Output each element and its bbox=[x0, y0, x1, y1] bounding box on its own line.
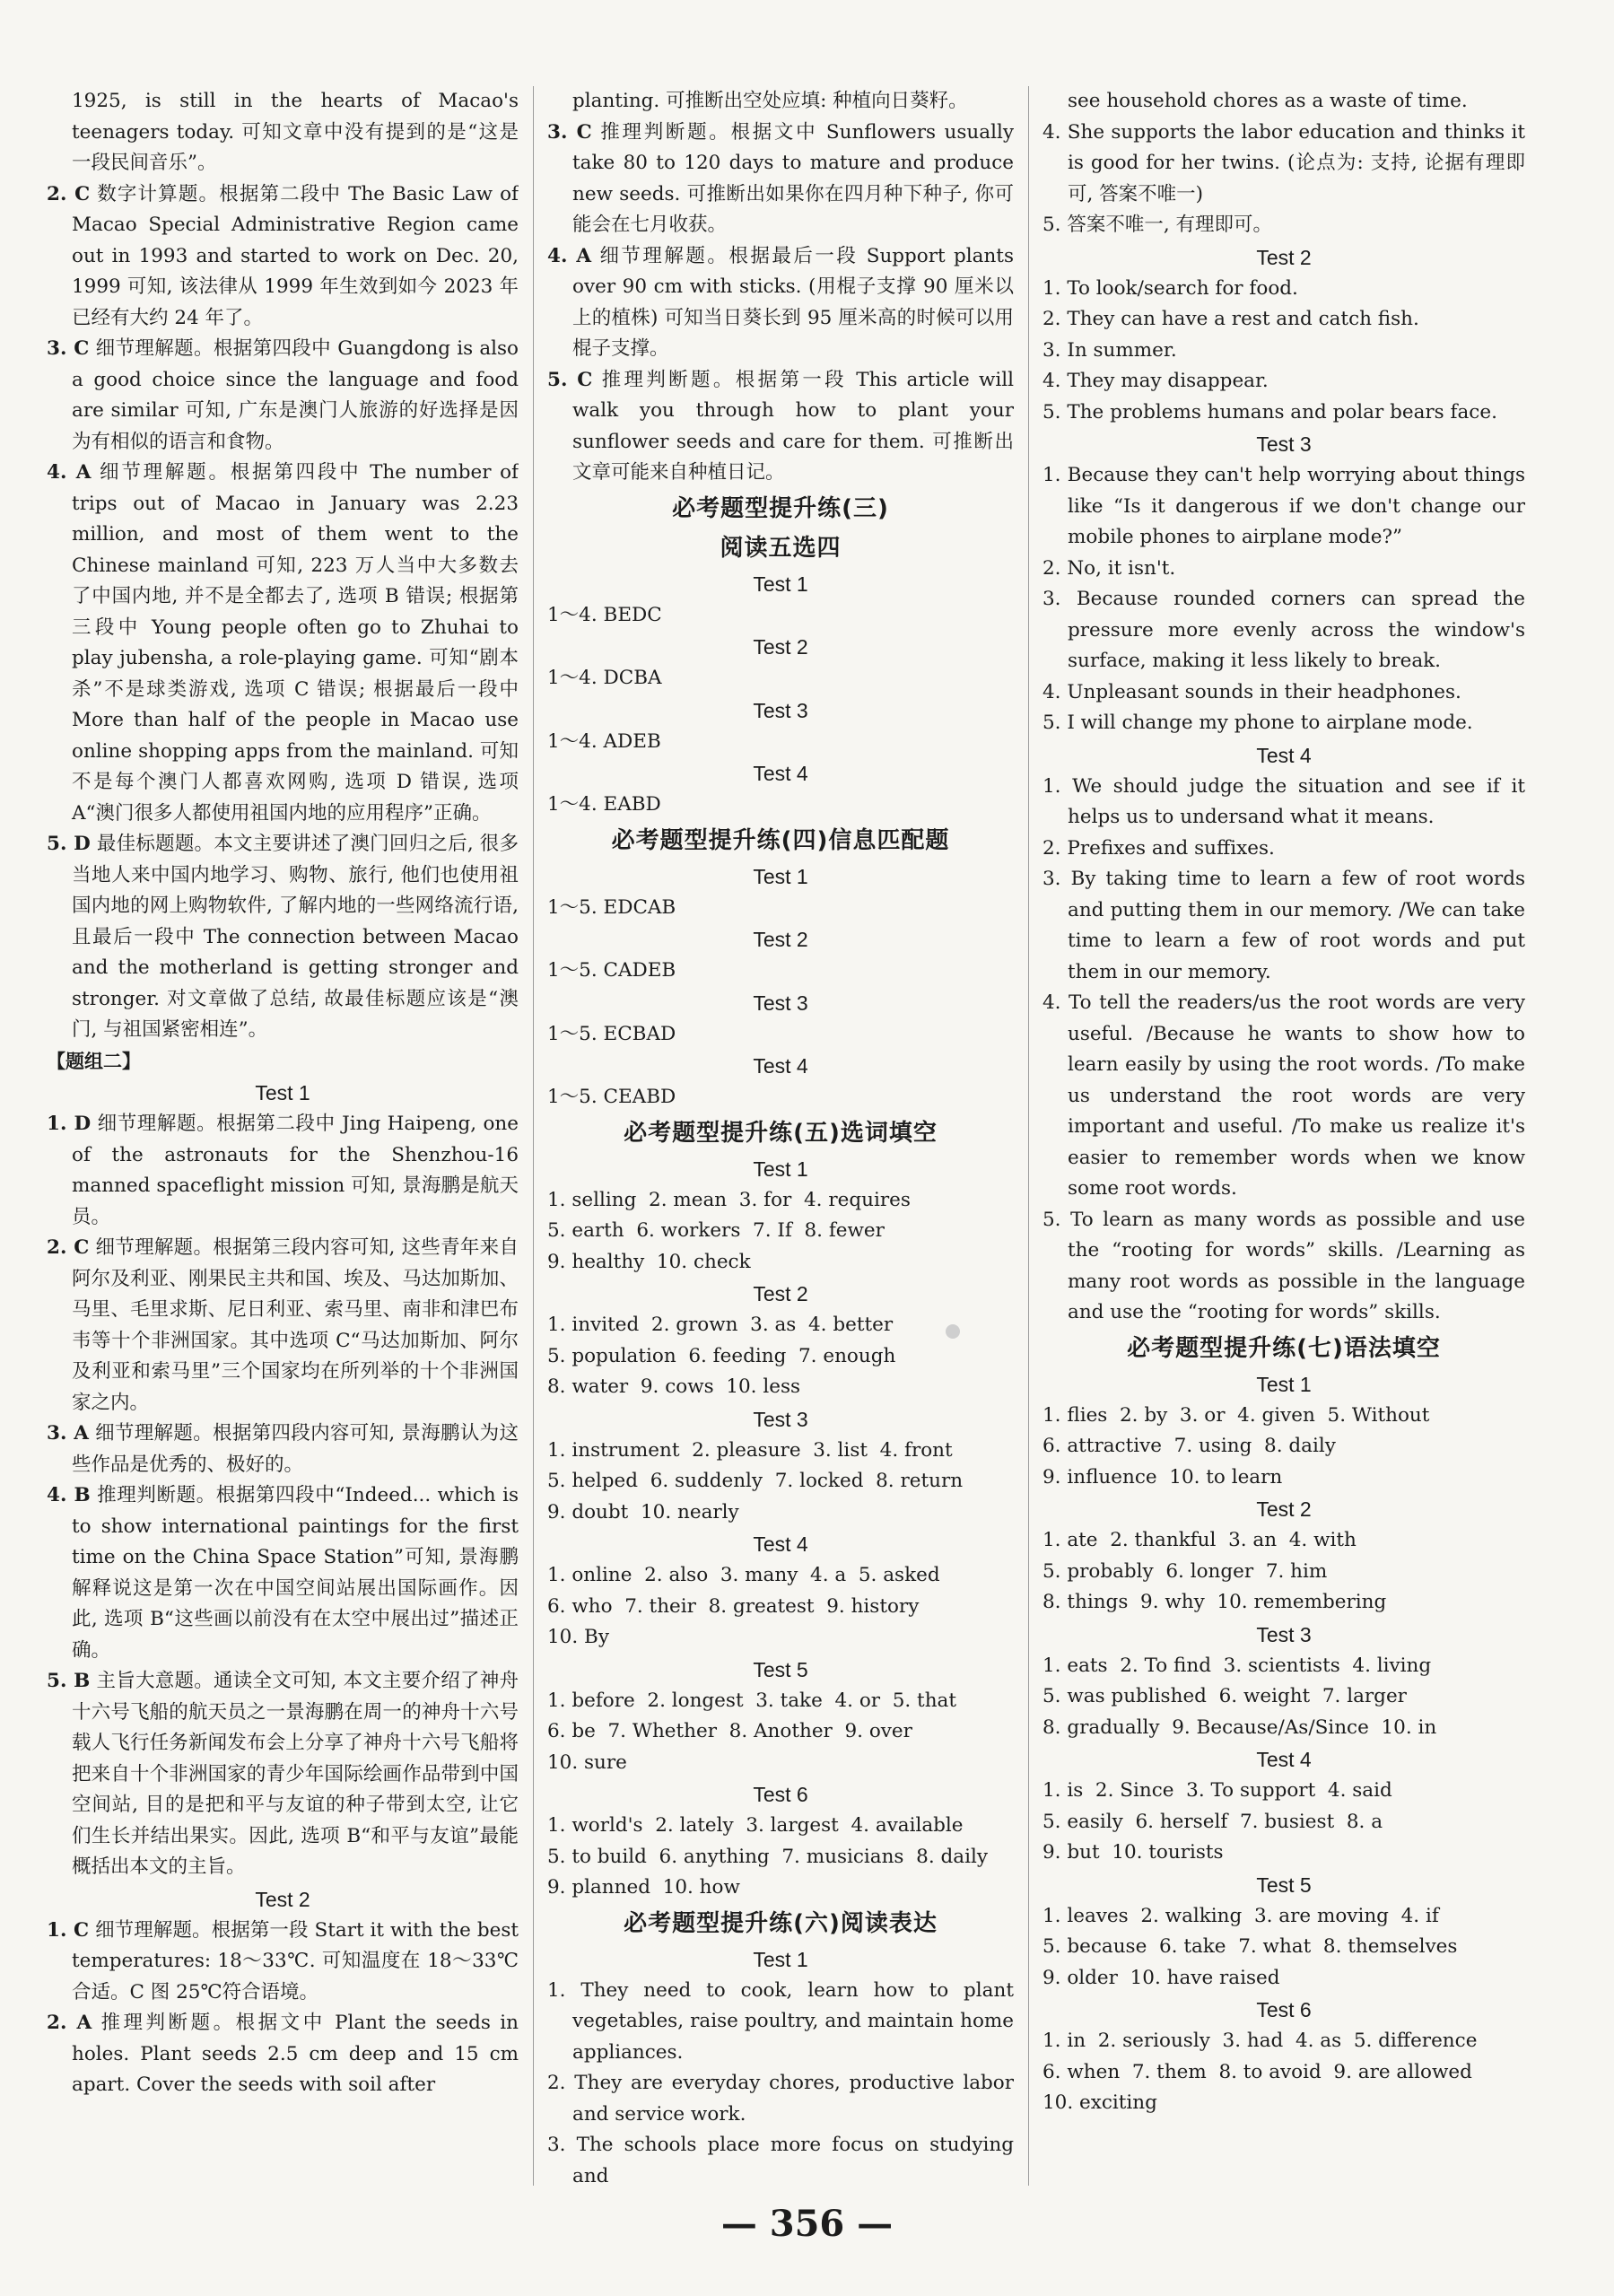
answer-row: 6. when 7. them 8. to avoid 9. are allowed bbox=[1043, 2060, 1472, 2083]
answer-row: 1. flies 2. by 3. or 4. given 5. Without bbox=[1043, 1403, 1430, 1427]
answer-row: 10. sure bbox=[547, 1750, 627, 1774]
answer-row: 5. to build 6. anything 7. musicians 8. daily bbox=[547, 1845, 988, 1868]
answer-item: 3. In summer. bbox=[1043, 338, 1177, 362]
test-heading: Test 2 bbox=[753, 1282, 808, 1305]
answer-row: 1. invited 2. grown 3. as 4. better bbox=[547, 1314, 894, 1336]
answer-explanation bbox=[47, 334, 519, 458]
continued-text: 1925, is still in the hearts of Macao's teenagers today. 可知文章中没有提到的是“这是一段民间音乐”。 bbox=[72, 90, 519, 174]
test-heading: Test 1 bbox=[753, 1157, 808, 1181]
answer-explanation bbox=[547, 241, 1014, 365]
answer-row: 1. in 2. seriously 3. had 4. as 5. difference bbox=[1043, 2030, 1478, 2052]
test-heading: Test 4 bbox=[1256, 743, 1312, 767]
answer-row: 5. probably 6. longer 7. him bbox=[1043, 1559, 1328, 1583]
question-number: 5. B bbox=[47, 1670, 91, 1692]
answer-row: 1～5. CADEB bbox=[547, 959, 676, 982]
explanation-text: 推理判断题。根据第一段 This article will walk you through how to plant your sunflower seeds and care for them. 可推断出文章可能来自种植日记。 bbox=[572, 368, 1014, 484]
section-title: 必考题型提升练(五)选词填空 bbox=[624, 1119, 938, 1147]
test-heading: Test 1 bbox=[753, 864, 808, 888]
test-heading: Test 3 bbox=[753, 991, 808, 1015]
section-title: 必考题型提升练(三) bbox=[672, 494, 889, 522]
answer-row: 5. population 6. feeding 7. enough bbox=[547, 1344, 896, 1367]
explanation-text: 数字计算题。根据第二段中 The Basic Law of Macao Special Administrative Region came out in 1993 and started to work on Dec. 20, 1999 可知, 该法律从 1999 年生效到如今 2023 年已经有大约 24 年了。 bbox=[72, 182, 519, 329]
column-3 bbox=[1043, 86, 1525, 2188]
test-heading: Test 3 bbox=[1256, 1622, 1312, 1646]
answer-item: 1. Because they can't help worrying about things like “Is it dangerous if we don't change our mobile phones to airplane mode?” bbox=[1043, 464, 1525, 548]
answer-explanation bbox=[47, 1109, 519, 1233]
question-number: 1. D bbox=[47, 1113, 92, 1135]
test-heading: Test 1 bbox=[753, 572, 808, 596]
answer-item: 5. The problems humans and polar bears face. bbox=[1043, 400, 1497, 423]
answer-row: 1. selling 2. mean 3. for 4. requires bbox=[547, 1188, 911, 1211]
test-heading: Test 3 bbox=[753, 698, 808, 722]
explanation-text: 推理判断题。根据文中 Sunflowers usually take 80 to 120 days to mature and produce new seeds. 可推断出如果你在四月种下种子, 你可能会在七月收获。 bbox=[572, 120, 1014, 236]
answer-explanation bbox=[547, 118, 1014, 241]
question-number: 3. C bbox=[47, 337, 90, 360]
answer-row: 9. healthy 10. check bbox=[547, 1250, 751, 1273]
answer-row: 1. leaves 2. walking 3. are moving 4. if bbox=[1043, 1904, 1439, 1927]
answer-item: 3. By taking time to learn a few of root words and putting them in our memory. /We can take time to learn a few of root words and put them in our memory. bbox=[1043, 868, 1525, 983]
answer-row: 9. planned 10. how bbox=[547, 1876, 740, 1899]
answer-item: 1. To look/search for food. bbox=[1043, 276, 1298, 300]
column-divider-right bbox=[1028, 86, 1029, 2186]
explanation-text: 推理判断题。根据第四段中“Indeed... which is to show international paintings for the first time on the China Space Station”可知, 景海鹏解释说这是第一次在中国空间站展出国际画作。因此, 选项 B“这些画以前没有在太空中展出过”描述正确。 bbox=[72, 1484, 519, 1662]
test-heading: Test 1 bbox=[753, 1947, 808, 1971]
answer-row: 1～5. ECBAD bbox=[547, 1022, 676, 1045]
group-heading: 【题组二】 bbox=[47, 1050, 141, 1072]
explanation-text: 细节理解题。根据第四段中 The number of trips out of Macao in January was 2.23 million, and most of them went to the Chinese mainland 可知, 223 万人当中大多数去了中国内地, 并不是全都去了, 选项 B 错误; 根据第三段中 Young people often go to Zhuhai to play jubensha, a role-playing game. 可知“剧本杀”不是球类游戏, 选项 C 错误; 根据最后一段中 More than half of the people in Macao use online shopping apps from the mainland. 可知不是每个澳门人都喜欢网购, 选项 D 错误, 选项 A“澳门很多人都使用祖国内地的应用程序”正确。 bbox=[72, 461, 519, 825]
test-heading: Test 1 bbox=[255, 1081, 310, 1104]
explanation-text: 细节理解题。根据第一段 Start it with the best temperatures: 18～33℃. 可知温度在 18～33℃合适。C 图 25℃符合语境。 bbox=[72, 1918, 519, 2004]
answer-item: 4. Unpleasant sounds in their headphones. bbox=[1043, 680, 1461, 703]
answer-row: 5. was published 6. weight 7. larger bbox=[1043, 1685, 1407, 1707]
answer-row: 1～5. EDCAB bbox=[547, 895, 676, 919]
answer-item: 4. She supports the labor education and thinks it is good for her twins. (论点为: 支持, 论据有理即可, 答案不唯一) bbox=[1043, 120, 1525, 205]
test-heading: Test 4 bbox=[1256, 1748, 1312, 1771]
section-title: 必考题型提升练(四)信息匹配题 bbox=[611, 826, 950, 854]
answer-explanation bbox=[47, 1480, 519, 1666]
test-heading: Test 3 bbox=[753, 1407, 808, 1431]
answer-item: 4. They may disappear. bbox=[1043, 370, 1269, 392]
answer-explanation bbox=[47, 1419, 519, 1480]
answer-item: 3. The schools place more focus on studying and bbox=[547, 2134, 1014, 2187]
explanation-text: 最佳标题题。本文主要讲述了澳门回归之后, 很多当地人来中国内地学习、购物、旅行, 他们也使用祖国内地的网上购物软件, 了解内地的一些网络流行语, 且最后一段中 The connection between Macao and the motherland is getting stronger and stronger. 对文章做了总结, 故最佳标题应该是“澳门, 与祖国紧密相连”。 bbox=[72, 833, 519, 1041]
answer-explanation bbox=[547, 365, 1014, 489]
test-heading: Test 4 bbox=[753, 1054, 808, 1078]
answer-explanation bbox=[47, 179, 519, 335]
answer-item: 3. Because rounded corners can spread the pressure more evenly across the window's surface, making it less likely to break. bbox=[1043, 588, 1525, 672]
answer-row: 1. before 2. longest 3. take 4. or 5. that bbox=[547, 1689, 957, 1712]
explanation-text: 细节理解题。根据第二段中 Jing Haipeng, one of the astronauts for the Shenzhou-16 manned spaceflight mission 可知, 景海鹏是航天员。 bbox=[72, 1113, 519, 1228]
page-number: — 356 — bbox=[720, 2203, 894, 2245]
answer-item: 1. We should judge the situation and see if it helps us to undersand what it means. bbox=[1043, 774, 1525, 828]
answer-item: 2. No, it isn't. bbox=[1043, 556, 1176, 580]
question-number: 2. C bbox=[47, 182, 91, 205]
answer-explanation bbox=[47, 1666, 519, 1883]
test-heading: Test 2 bbox=[1256, 1497, 1312, 1521]
question-number: 2. A bbox=[47, 2012, 92, 2034]
answer-explanation bbox=[47, 458, 519, 829]
test-heading: Test 5 bbox=[1256, 1873, 1312, 1897]
question-number: 3. A bbox=[47, 1422, 89, 1445]
answer-row: 9. older 10. have raised bbox=[1043, 1966, 1280, 1989]
question-number: 4. A bbox=[547, 244, 592, 267]
answer-item: 5. 答案不唯一, 有理即可。 bbox=[1043, 214, 1273, 236]
test-heading: Test 2 bbox=[753, 928, 808, 951]
answer-row: 10. By bbox=[547, 1626, 609, 1648]
test-heading: Test 4 bbox=[753, 1532, 808, 1556]
explanation-text: 主旨大意题。通读全文可知, 本文主要介绍了神舟十六号飞船的航天员之一景海鹏在周一的神舟十六号载人飞行任务新闻发布会上分享了神舟十六号飞船将把来自十个非洲国家的青少年国际绘画作品带到中国空间站, 目的是把和平与友谊的种子带到太空, 让它们生长并结出果实。因此, 选项 B“和平与友谊”最能概括出本文的主旨。 bbox=[72, 1670, 519, 1878]
explanation-text: 推理判断题。根据文中 Plant the seeds in holes. Plant seeds 2.5 cm deep and 15 cm apart. Cover the seeds with soil after bbox=[72, 2012, 519, 2096]
question-number: 1. C bbox=[47, 1918, 90, 1942]
scan-mark bbox=[946, 1324, 960, 1339]
test-heading: Test 6 bbox=[753, 1783, 808, 1806]
answer-row: 9. but 10. tourists bbox=[1043, 1841, 1224, 1864]
answer-row: 5. earth 6. workers 7. If 8. fewer bbox=[547, 1219, 885, 1242]
column-divider-left bbox=[533, 86, 534, 2186]
answer-row: 1. is 2. Since 3. To support 4. said bbox=[1043, 1779, 1392, 1802]
question-number: 5. C bbox=[547, 368, 593, 391]
answer-row: 8. things 9. why 10. remembering bbox=[1043, 1591, 1387, 1613]
answer-item: 5. I will change my phone to airplane mode. bbox=[1043, 711, 1473, 734]
answer-item: 4. To tell the readers/us the root words are very useful. /Because he wants to show how to learn easily by using the root words. /To make us understand the root words are very important and useful. /To make us realize it's easier to remember words when we know some root words. bbox=[1043, 991, 1525, 1200]
explanation-text: 细节理解题。根据最后一段 Support plants over 90 cm with sticks. (用棍子支撑 90 厘米以上的植株) 可知当日葵长到 95 厘米高的时候可以用棍子支撑。 bbox=[572, 244, 1014, 360]
answer-row: 9. influence 10. to learn bbox=[1043, 1465, 1283, 1488]
test-heading: Test 3 bbox=[1256, 432, 1312, 456]
answer-row: 1～4. BEDC bbox=[547, 603, 662, 626]
answer-explanation bbox=[47, 2008, 519, 2101]
answer-item: 2. They can have a rest and catch fish. bbox=[1043, 308, 1419, 330]
answer-row: 1. world's 2. lately 3. largest 4. available bbox=[547, 1814, 964, 1837]
question-number: 4. B bbox=[47, 1484, 91, 1506]
answer-row: 9. doubt 10. nearly bbox=[547, 1500, 739, 1523]
answer-item: 2. Prefixes and suffixes. bbox=[1043, 836, 1275, 860]
answer-explanation bbox=[47, 1233, 519, 1419]
answer-row: 6. attractive 7. using 8. daily bbox=[1043, 1435, 1336, 1457]
section-title: 必考题型提升练(七)语法填空 bbox=[1127, 1334, 1441, 1362]
section-title: 阅读五选四 bbox=[720, 534, 842, 562]
test-heading: Test 4 bbox=[753, 762, 808, 785]
answer-row: 1～5. CEABD bbox=[547, 1086, 676, 1108]
test-heading: Test 5 bbox=[753, 1657, 808, 1681]
answer-row: 8. water 9. cows 10. less bbox=[547, 1375, 801, 1398]
column-1 bbox=[47, 86, 519, 2188]
question-number: 3. C bbox=[547, 120, 592, 144]
test-heading: Test 2 bbox=[1256, 245, 1312, 269]
answer-row: 1～4. DCBA bbox=[547, 667, 662, 689]
explanation-text: 细节理解题。根据第三段内容可知, 这些青年来自阿尔及利亚、刚果民主共和国、埃及、马达加斯加、马里、毛里求斯、尼日利亚、索马里、南非和津巴布韦等十个非洲国家。其中选项 C“马达加斯加、阿尔及利亚和索马里”三个国家均在所列举的十个非洲国家之内。 bbox=[72, 1236, 519, 1414]
answer-row: 8. gradually 9. Because/As/Since 10. in bbox=[1043, 1715, 1437, 1739]
answer-explanation bbox=[47, 1916, 519, 2009]
answer-row: 10. exciting bbox=[1043, 2091, 1157, 2114]
explanation-text: 细节理解题。根据第四段中 Guangdong is also a good choice since the language and food are similar 可知, 广东是澳门人旅游的好选择是因为有相似的语言和食物。 bbox=[72, 337, 519, 453]
answer-explanation bbox=[47, 829, 519, 1046]
answer-item: 2. They are everyday chores, productive labor and service work. bbox=[547, 2072, 1014, 2126]
explanation-text: 细节理解题。根据第四段内容可知, 景海鹏认为这些作品是优秀的、极好的。 bbox=[72, 1422, 519, 1476]
continued-text: see household chores as a waste of time. bbox=[1068, 90, 1468, 112]
continued-text: planting. 可推断出空处应填: 种植向日葵籽。 bbox=[572, 90, 968, 112]
answer-row: 1. eats 2. To find 3. scientists 4. living bbox=[1043, 1654, 1432, 1677]
answer-row: 5. helped 6. suddenly 7. locked 8. return bbox=[547, 1470, 964, 1492]
answer-row: 1～4. ADEB bbox=[547, 729, 661, 753]
answer-item: 5. To learn as many words as possible and use the “rooting for words” skills. /Learning as many root words as possible in the language and use the “rooting for words” skills. bbox=[1043, 1208, 1525, 1323]
answer-row: 5. because 6. take 7. what 8. themselves bbox=[1043, 1935, 1458, 1958]
question-number: 2. C bbox=[47, 1236, 90, 1259]
test-heading: Test 1 bbox=[1256, 1372, 1312, 1396]
answer-row: 1～4. EABD bbox=[547, 793, 661, 816]
answer-row: 1. online 2. also 3. many 4. a 5. asked bbox=[547, 1564, 940, 1586]
answer-item: 1. They need to cook, learn how to plant vegetables, raise poultry, and maintain home appliances. bbox=[547, 1978, 1014, 2064]
answer-row: 1. ate 2. thankful 3. an 4. with bbox=[1043, 1529, 1357, 1551]
answer-row: 6. who 7. their 8. greatest 9. history bbox=[547, 1594, 920, 1618]
answer-row: 6. be 7. Whether 8. Another 9. over bbox=[547, 1720, 912, 1742]
test-heading: Test 2 bbox=[753, 635, 808, 659]
test-heading: Test 6 bbox=[1256, 1998, 1312, 2021]
question-number: 4. A bbox=[47, 461, 92, 484]
test-heading: Test 2 bbox=[255, 1887, 310, 1911]
section-title: 必考题型提升练(六)阅读表达 bbox=[624, 1909, 938, 1937]
column-2 bbox=[547, 86, 1014, 2188]
answer-row: 1. instrument 2. pleasure 3. list 4. front bbox=[547, 1438, 953, 1462]
question-number: 5. D bbox=[47, 833, 91, 855]
answer-row: 5. easily 6. herself 7. busiest 8. a bbox=[1043, 1810, 1383, 1833]
